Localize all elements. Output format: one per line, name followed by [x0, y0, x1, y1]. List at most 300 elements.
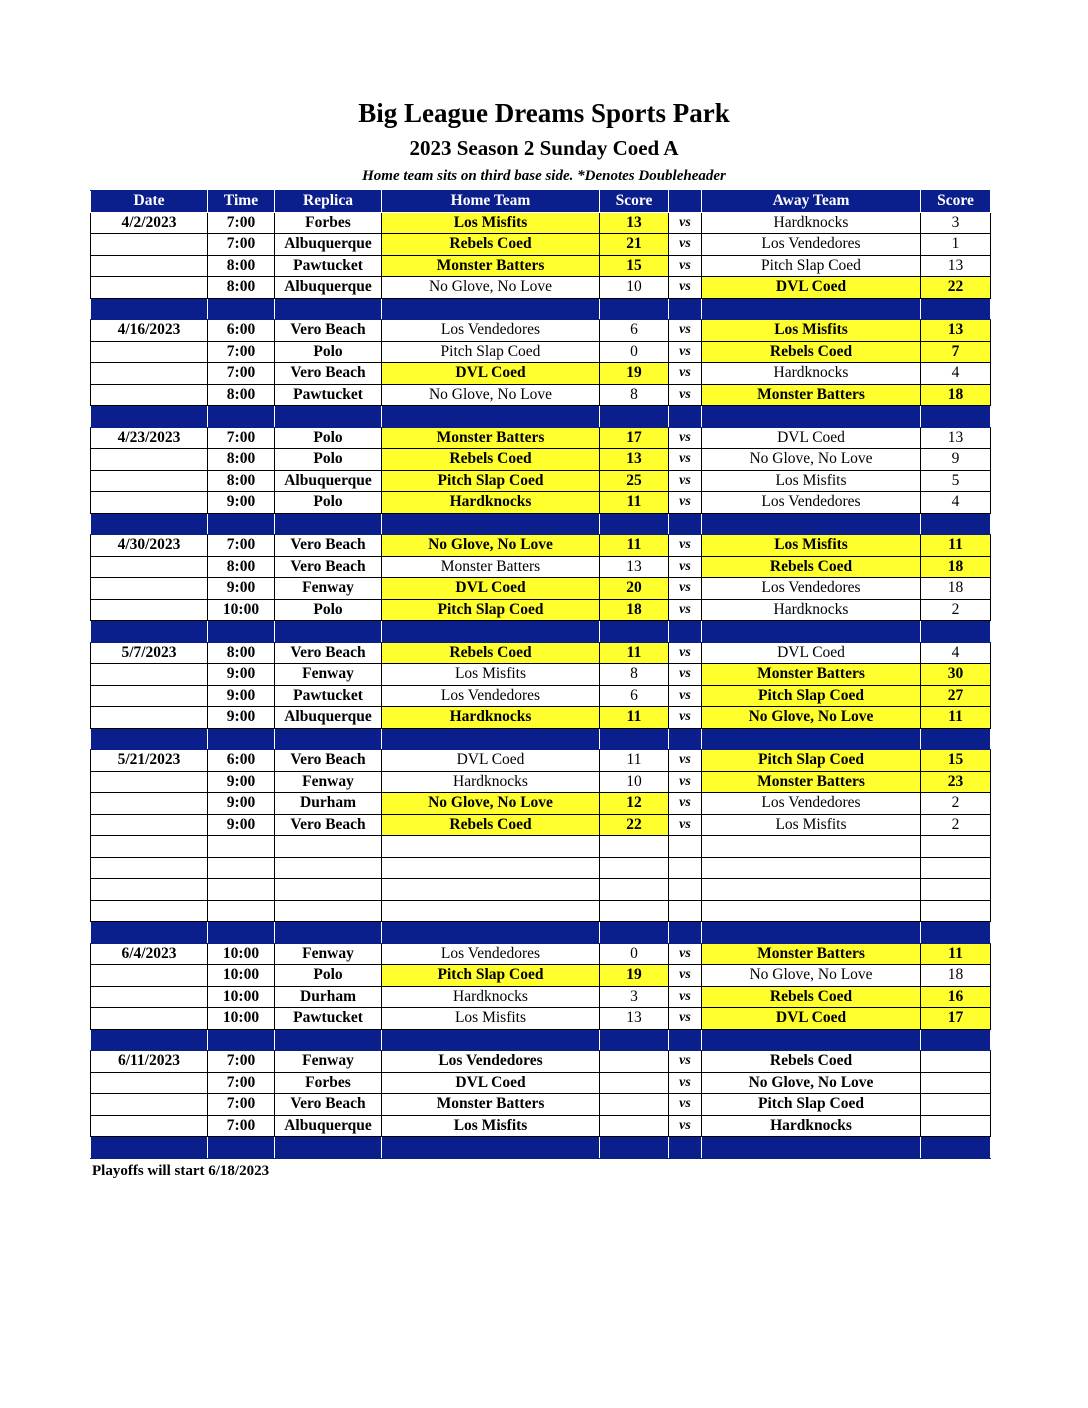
- date-cell: 6/4/2023: [91, 943, 208, 965]
- away-score-cell: [921, 1072, 991, 1094]
- replica-field-cell: Albuquerque: [275, 470, 382, 492]
- separator-cell: [208, 406, 275, 428]
- separator-cell: [208, 922, 275, 944]
- empty-row: [91, 857, 991, 879]
- date-cell: [91, 341, 208, 363]
- game-row: [91, 771, 991, 793]
- home-team-cell: Los Vendedores: [382, 320, 600, 342]
- week-separator-row: [91, 406, 991, 428]
- separator-cell: [91, 1137, 208, 1159]
- empty-cell: [208, 900, 275, 922]
- home-score-cell: 6: [600, 320, 669, 342]
- time-cell: 7:00: [208, 427, 275, 449]
- replica-field-cell: Polo: [275, 599, 382, 621]
- separator-cell: [275, 1029, 382, 1051]
- empty-cell: [91, 879, 208, 901]
- replica-field-cell: Vero Beach: [275, 320, 382, 342]
- game-row: [91, 492, 991, 514]
- game-row: [91, 341, 991, 363]
- game-row: [91, 1094, 991, 1116]
- replica-field-cell: Fenway: [275, 771, 382, 793]
- replica-field-cell: Vero Beach: [275, 535, 382, 557]
- separator-cell: [91, 922, 208, 944]
- away-score-cell: 18: [921, 965, 991, 987]
- away-score-cell: 18: [921, 578, 991, 600]
- week-separator-row: [91, 513, 991, 535]
- date-cell: [91, 814, 208, 836]
- date-cell: 6/11/2023: [91, 1051, 208, 1073]
- separator-cell: [669, 298, 702, 320]
- separator-cell: [91, 728, 208, 750]
- time-cell: 8:00: [208, 556, 275, 578]
- replica-field-cell: Polo: [275, 449, 382, 471]
- separator-cell: [702, 513, 921, 535]
- vs-cell: vs: [669, 642, 702, 664]
- vs-cell: vs: [669, 556, 702, 578]
- date-cell: [91, 277, 208, 299]
- away-team-cell: Los Misfits: [702, 814, 921, 836]
- empty-cell: [382, 900, 600, 922]
- vs-cell: vs: [669, 341, 702, 363]
- separator-cell: [702, 922, 921, 944]
- home-score-cell: [600, 1094, 669, 1116]
- week-separator-row: [91, 298, 991, 320]
- separator-cell: [208, 728, 275, 750]
- date-cell: [91, 384, 208, 406]
- separator-cell: [208, 298, 275, 320]
- replica-field-cell: Fenway: [275, 578, 382, 600]
- date-cell: [91, 255, 208, 277]
- game-row: [91, 986, 991, 1008]
- separator-cell: [921, 922, 991, 944]
- vs-cell: vs: [669, 255, 702, 277]
- away-score-cell: 11: [921, 707, 991, 729]
- empty-cell: [208, 879, 275, 901]
- away-score-cell: 9: [921, 449, 991, 471]
- vs-cell: vs: [669, 965, 702, 987]
- empty-cell: [669, 836, 702, 858]
- time-cell: 8:00: [208, 449, 275, 471]
- game-row: [91, 363, 991, 385]
- home-team-cell: Monster Batters: [382, 1094, 600, 1116]
- game-row: [91, 965, 991, 987]
- home-score-cell: 12: [600, 793, 669, 815]
- away-team-cell: Hardknocks: [702, 1115, 921, 1137]
- col-header-date: Date: [91, 191, 208, 213]
- home-team-cell: Pitch Slap Coed: [382, 965, 600, 987]
- separator-cell: [702, 728, 921, 750]
- separator-cell: [208, 1137, 275, 1159]
- playoffs-note: Playoffs will start 6/18/2023: [92, 1163, 270, 1179]
- home-team-cell: Los Misfits: [382, 664, 600, 686]
- replica-field-cell: Pawtucket: [275, 255, 382, 277]
- game-row: [91, 642, 991, 664]
- separator-cell: [921, 298, 991, 320]
- separator-cell: [702, 1029, 921, 1051]
- away-score-cell: 30: [921, 664, 991, 686]
- page-subtitle: 2023 Season 2 Sunday Coed A: [409, 136, 679, 160]
- empty-cell: [702, 879, 921, 901]
- time-cell: 8:00: [208, 255, 275, 277]
- separator-cell: [275, 1137, 382, 1159]
- week-separator-row: [91, 621, 991, 643]
- separator-cell: [600, 1137, 669, 1159]
- date-cell: [91, 599, 208, 621]
- separator-cell: [669, 621, 702, 643]
- col-header-home-team: Home Team: [382, 191, 600, 213]
- empty-cell: [382, 857, 600, 879]
- game-row: [91, 535, 991, 557]
- away-team-cell: Hardknocks: [702, 599, 921, 621]
- date-cell: [91, 986, 208, 1008]
- home-score-cell: 13: [600, 212, 669, 234]
- table-header-row: [91, 191, 991, 213]
- away-score-cell: 15: [921, 750, 991, 772]
- week-separator-row: [91, 1029, 991, 1051]
- home-team-cell: Los Misfits: [382, 212, 600, 234]
- empty-cell: [600, 879, 669, 901]
- game-row: [91, 556, 991, 578]
- home-team-cell: DVL Coed: [382, 1072, 600, 1094]
- game-row: [91, 427, 991, 449]
- separator-cell: [208, 1029, 275, 1051]
- empty-row: [91, 879, 991, 901]
- col-header-vs: [669, 191, 702, 213]
- separator-cell: [600, 406, 669, 428]
- separator-cell: [208, 621, 275, 643]
- time-cell: 10:00: [208, 1008, 275, 1030]
- separator-cell: [921, 1029, 991, 1051]
- empty-cell: [208, 836, 275, 858]
- empty-cell: [702, 900, 921, 922]
- week-separator-row: [91, 922, 991, 944]
- separator-cell: [275, 621, 382, 643]
- empty-cell: [382, 836, 600, 858]
- home-score-cell: 8: [600, 384, 669, 406]
- game-row: [91, 1072, 991, 1094]
- home-team-cell: Pitch Slap Coed: [382, 341, 600, 363]
- home-team-cell: Pitch Slap Coed: [382, 470, 600, 492]
- away-team-cell: Los Vendedores: [702, 578, 921, 600]
- away-team-cell: DVL Coed: [702, 1008, 921, 1030]
- time-cell: 9:00: [208, 578, 275, 600]
- empty-cell: [275, 857, 382, 879]
- vs-cell: vs: [669, 664, 702, 686]
- home-score-cell: 0: [600, 943, 669, 965]
- date-cell: [91, 771, 208, 793]
- col-header-away-team: Away Team: [702, 191, 921, 213]
- empty-cell: [600, 900, 669, 922]
- home-team-cell: Monster Batters: [382, 556, 600, 578]
- vs-cell: vs: [669, 535, 702, 557]
- home-team-cell: DVL Coed: [382, 750, 600, 772]
- vs-cell: vs: [669, 363, 702, 385]
- time-cell: 7:00: [208, 234, 275, 256]
- vs-cell: vs: [669, 1072, 702, 1094]
- separator-cell: [91, 1029, 208, 1051]
- away-score-cell: 18: [921, 384, 991, 406]
- home-score-cell: 3: [600, 986, 669, 1008]
- game-row: [91, 707, 991, 729]
- home-team-cell: Rebels Coed: [382, 642, 600, 664]
- replica-field-cell: Albuquerque: [275, 1115, 382, 1137]
- replica-field-cell: Vero Beach: [275, 556, 382, 578]
- date-cell: [91, 664, 208, 686]
- empty-cell: [669, 879, 702, 901]
- separator-cell: [600, 922, 669, 944]
- replica-field-cell: Forbes: [275, 1072, 382, 1094]
- time-cell: 7:00: [208, 341, 275, 363]
- empty-cell: [275, 836, 382, 858]
- game-row: [91, 255, 991, 277]
- replica-field-cell: Vero Beach: [275, 363, 382, 385]
- away-score-cell: 1: [921, 234, 991, 256]
- away-team-cell: Pitch Slap Coed: [702, 255, 921, 277]
- game-row: [91, 599, 991, 621]
- home-team-cell: Los Vendedores: [382, 1051, 600, 1073]
- vs-cell: vs: [669, 1008, 702, 1030]
- replica-field-cell: Polo: [275, 492, 382, 514]
- away-score-cell: 11: [921, 943, 991, 965]
- away-score-cell: 13: [921, 320, 991, 342]
- game-row: [91, 793, 991, 815]
- separator-cell: [702, 621, 921, 643]
- separator-cell: [921, 621, 991, 643]
- replica-field-cell: Vero Beach: [275, 750, 382, 772]
- empty-cell: [91, 857, 208, 879]
- home-score-cell: 8: [600, 664, 669, 686]
- separator-cell: [382, 1137, 600, 1159]
- replica-field-cell: Durham: [275, 793, 382, 815]
- away-team-cell: No Glove, No Love: [702, 449, 921, 471]
- date-cell: [91, 234, 208, 256]
- empty-cell: [275, 900, 382, 922]
- col-header-away-score: Score: [921, 191, 991, 213]
- time-cell: 8:00: [208, 277, 275, 299]
- separator-cell: [91, 621, 208, 643]
- vs-cell: vs: [669, 814, 702, 836]
- vs-cell: vs: [669, 427, 702, 449]
- game-row: [91, 685, 991, 707]
- col-header-replica: Replica: [275, 191, 382, 213]
- vs-cell: vs: [669, 943, 702, 965]
- vs-cell: vs: [669, 212, 702, 234]
- away-team-cell: DVL Coed: [702, 642, 921, 664]
- separator-cell: [382, 728, 600, 750]
- game-row: [91, 449, 991, 471]
- date-cell: [91, 492, 208, 514]
- replica-field-cell: Albuquerque: [275, 234, 382, 256]
- home-team-cell: Hardknocks: [382, 771, 600, 793]
- date-cell: [91, 707, 208, 729]
- home-score-cell: 18: [600, 599, 669, 621]
- vs-cell: vs: [669, 685, 702, 707]
- date-cell: [91, 1094, 208, 1116]
- schedule-note: Home team sits on third base side. *Denotes Doubleheader: [362, 168, 726, 184]
- separator-cell: [275, 298, 382, 320]
- col-header-home-score: Score: [600, 191, 669, 213]
- replica-field-cell: Forbes: [275, 212, 382, 234]
- home-score-cell: 13: [600, 449, 669, 471]
- time-cell: 9:00: [208, 492, 275, 514]
- empty-cell: [921, 857, 991, 879]
- separator-cell: [600, 728, 669, 750]
- time-cell: 9:00: [208, 685, 275, 707]
- home-team-cell: Los Vendedores: [382, 943, 600, 965]
- replica-field-cell: Vero Beach: [275, 814, 382, 836]
- away-team-cell: Hardknocks: [702, 363, 921, 385]
- replica-field-cell: Vero Beach: [275, 1094, 382, 1116]
- vs-cell: vs: [669, 750, 702, 772]
- replica-field-cell: Polo: [275, 341, 382, 363]
- empty-cell: [669, 900, 702, 922]
- away-team-cell: No Glove, No Love: [702, 1072, 921, 1094]
- away-score-cell: 27: [921, 685, 991, 707]
- away-team-cell: No Glove, No Love: [702, 965, 921, 987]
- time-cell: 10:00: [208, 943, 275, 965]
- away-team-cell: Rebels Coed: [702, 341, 921, 363]
- vs-cell: vs: [669, 320, 702, 342]
- home-score-cell: 15: [600, 255, 669, 277]
- separator-cell: [600, 298, 669, 320]
- away-team-cell: No Glove, No Love: [702, 707, 921, 729]
- separator-cell: [921, 406, 991, 428]
- empty-cell: [669, 857, 702, 879]
- away-score-cell: 2: [921, 793, 991, 815]
- game-row: [91, 664, 991, 686]
- vs-cell: vs: [669, 1094, 702, 1116]
- separator-cell: [208, 513, 275, 535]
- separator-cell: [91, 406, 208, 428]
- empty-cell: [275, 879, 382, 901]
- replica-field-cell: Pawtucket: [275, 685, 382, 707]
- game-row: [91, 750, 991, 772]
- away-team-cell: Hardknocks: [702, 212, 921, 234]
- replica-field-cell: Polo: [275, 427, 382, 449]
- time-cell: 7:00: [208, 535, 275, 557]
- game-row: [91, 1008, 991, 1030]
- col-header-time: Time: [208, 191, 275, 213]
- date-cell: 5/21/2023: [91, 750, 208, 772]
- empty-cell: [600, 836, 669, 858]
- away-score-cell: 11: [921, 535, 991, 557]
- home-score-cell: [600, 1072, 669, 1094]
- game-row: [91, 234, 991, 256]
- date-cell: [91, 965, 208, 987]
- separator-cell: [921, 513, 991, 535]
- away-score-cell: 13: [921, 427, 991, 449]
- week-separator-row: [91, 728, 991, 750]
- empty-cell: [921, 836, 991, 858]
- away-score-cell: 22: [921, 277, 991, 299]
- vs-cell: vs: [669, 771, 702, 793]
- time-cell: 7:00: [208, 1094, 275, 1116]
- home-score-cell: 11: [600, 492, 669, 514]
- separator-cell: [382, 406, 600, 428]
- home-score-cell: 22: [600, 814, 669, 836]
- home-team-cell: Hardknocks: [382, 986, 600, 1008]
- home-team-cell: DVL Coed: [382, 363, 600, 385]
- game-row: [91, 277, 991, 299]
- home-score-cell: 11: [600, 535, 669, 557]
- vs-cell: vs: [669, 234, 702, 256]
- separator-cell: [600, 513, 669, 535]
- time-cell: 7:00: [208, 1115, 275, 1137]
- game-row: [91, 578, 991, 600]
- home-score-cell: 11: [600, 707, 669, 729]
- away-team-cell: Pitch Slap Coed: [702, 750, 921, 772]
- vs-cell: vs: [669, 492, 702, 514]
- game-row: [91, 1051, 991, 1073]
- empty-cell: [921, 879, 991, 901]
- date-cell: 4/23/2023: [91, 427, 208, 449]
- separator-cell: [669, 728, 702, 750]
- home-score-cell: 11: [600, 642, 669, 664]
- game-row: [91, 320, 991, 342]
- vs-cell: vs: [669, 1051, 702, 1073]
- home-score-cell: 0: [600, 341, 669, 363]
- home-team-cell: Monster Batters: [382, 255, 600, 277]
- home-score-cell: 17: [600, 427, 669, 449]
- away-score-cell: 4: [921, 642, 991, 664]
- home-team-cell: No Glove, No Love: [382, 793, 600, 815]
- replica-field-cell: Durham: [275, 986, 382, 1008]
- home-score-cell: 21: [600, 234, 669, 256]
- away-score-cell: 2: [921, 599, 991, 621]
- replica-field-cell: Albuquerque: [275, 277, 382, 299]
- date-cell: 5/7/2023: [91, 642, 208, 664]
- home-team-cell: Rebels Coed: [382, 234, 600, 256]
- date-cell: [91, 1115, 208, 1137]
- time-cell: 7:00: [208, 212, 275, 234]
- replica-field-cell: Pawtucket: [275, 384, 382, 406]
- away-team-cell: Monster Batters: [702, 384, 921, 406]
- time-cell: 9:00: [208, 814, 275, 836]
- replica-field-cell: Fenway: [275, 1051, 382, 1073]
- game-row: [91, 814, 991, 836]
- home-score-cell: 10: [600, 771, 669, 793]
- home-team-cell: Rebels Coed: [382, 814, 600, 836]
- time-cell: 6:00: [208, 750, 275, 772]
- away-score-cell: 5: [921, 470, 991, 492]
- away-team-cell: Los Misfits: [702, 535, 921, 557]
- separator-cell: [669, 922, 702, 944]
- home-score-cell: 10: [600, 277, 669, 299]
- replica-field-cell: Pawtucket: [275, 1008, 382, 1030]
- empty-row: [91, 900, 991, 922]
- date-cell: [91, 578, 208, 600]
- date-cell: [91, 1008, 208, 1030]
- separator-cell: [91, 513, 208, 535]
- empty-cell: [91, 836, 208, 858]
- vs-cell: vs: [669, 277, 702, 299]
- separator-cell: [382, 922, 600, 944]
- empty-cell: [208, 857, 275, 879]
- game-row: [91, 212, 991, 234]
- home-score-cell: [600, 1051, 669, 1073]
- home-score-cell: 20: [600, 578, 669, 600]
- date-cell: [91, 556, 208, 578]
- separator-cell: [382, 298, 600, 320]
- away-score-cell: [921, 1051, 991, 1073]
- time-cell: 10:00: [208, 599, 275, 621]
- week-separator-row: [91, 1137, 991, 1159]
- home-team-cell: Hardknocks: [382, 707, 600, 729]
- away-score-cell: [921, 1115, 991, 1137]
- time-cell: 8:00: [208, 384, 275, 406]
- separator-cell: [702, 406, 921, 428]
- time-cell: 7:00: [208, 1051, 275, 1073]
